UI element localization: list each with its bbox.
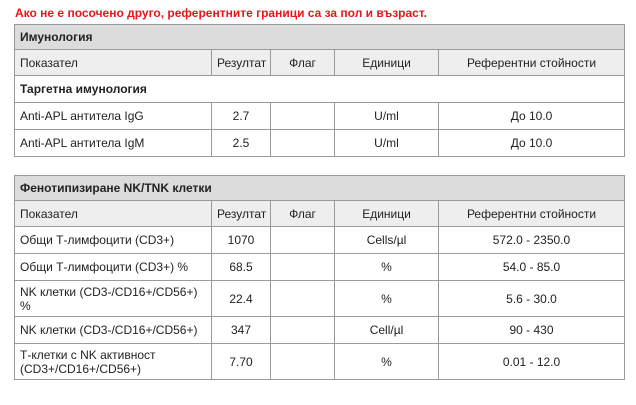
column-header-result: Резултат (212, 50, 271, 76)
units-cell: Cells/µl (335, 227, 439, 254)
section-title-immunology: Имунология (15, 25, 625, 50)
nk-phenotyping-table (14, 175, 625, 380)
reference-cell: 572.0 - 2350.0 (439, 227, 625, 254)
column-header-row (15, 201, 625, 227)
indicator-cell: NK клетки (CD3-/CD16+/CD56+) % (15, 281, 212, 317)
indicator-cell: Т-клетки с NK активност (CD3+/CD16+/CD56+) (15, 344, 212, 380)
table-row (15, 103, 625, 130)
section-header-row (15, 25, 625, 50)
units-cell: % (335, 281, 439, 317)
column-header-reference: Референтни стойности (439, 201, 625, 227)
indicator-cell: NK клетки (CD3-/CD16+/CD56+) (15, 317, 212, 344)
table-row (15, 344, 625, 380)
column-header-units: Единици (335, 50, 439, 76)
table-row (15, 281, 625, 317)
units-cell: U/ml (335, 130, 439, 157)
reference-notice: Ако не е посочено друго, референтните граници са за пол и възраст. (15, 6, 428, 20)
column-header-flag: Флаг (271, 201, 335, 227)
column-header-flag: Флаг (271, 50, 335, 76)
units-cell: Cell/µl (335, 317, 439, 344)
subsection-row (15, 76, 625, 103)
result-cell: 347 (212, 317, 271, 344)
indicator-cell: Anti-APL антитела IgG (15, 103, 212, 130)
table-row (15, 317, 625, 344)
table-row (15, 130, 625, 157)
column-header-row (15, 50, 625, 76)
column-header-result: Резултат (212, 201, 271, 227)
flag-cell (271, 344, 335, 380)
result-cell: 7.70 (212, 344, 271, 380)
column-header-reference: Референтни стойности (439, 50, 625, 76)
flag-cell (271, 227, 335, 254)
column-header-indicator: Показател (15, 201, 212, 227)
indicator-cell: Общи Т-лимфоцити (CD3+) % (15, 254, 212, 281)
immunology-table (14, 24, 625, 157)
table-row (15, 254, 625, 281)
reference-cell: 5.6 - 30.0 (439, 281, 625, 317)
indicator-cell: Общи Т-лимфоцити (CD3+) (15, 227, 212, 254)
indicator-cell: Anti-APL антитела IgM (15, 130, 212, 157)
result-cell: 1070 (212, 227, 271, 254)
result-cell: 22.4 (212, 281, 271, 317)
flag-cell (271, 130, 335, 157)
column-header-indicator: Показател (15, 50, 212, 76)
flag-cell (271, 281, 335, 317)
result-cell: 2.5 (212, 130, 271, 157)
units-cell: % (335, 254, 439, 281)
result-cell: 68.5 (212, 254, 271, 281)
reference-cell: 90 - 430 (439, 317, 625, 344)
units-cell: U/ml (335, 103, 439, 130)
table-row (15, 227, 625, 254)
flag-cell (271, 103, 335, 130)
reference-cell: 54.0 - 85.0 (439, 254, 625, 281)
units-cell: % (335, 344, 439, 380)
reference-cell: 0.01 - 12.0 (439, 344, 625, 380)
reference-cell: До 10.0 (439, 130, 625, 157)
flag-cell (271, 317, 335, 344)
flag-cell (271, 254, 335, 281)
column-header-units: Единици (335, 201, 439, 227)
section-title-nk: Фенотипизиране NK/TNK клетки (15, 176, 625, 201)
subsection-title: Таргетна имунология (15, 76, 625, 103)
result-cell: 2.7 (212, 103, 271, 130)
section-header-row (15, 176, 625, 201)
reference-cell: До 10.0 (439, 103, 625, 130)
